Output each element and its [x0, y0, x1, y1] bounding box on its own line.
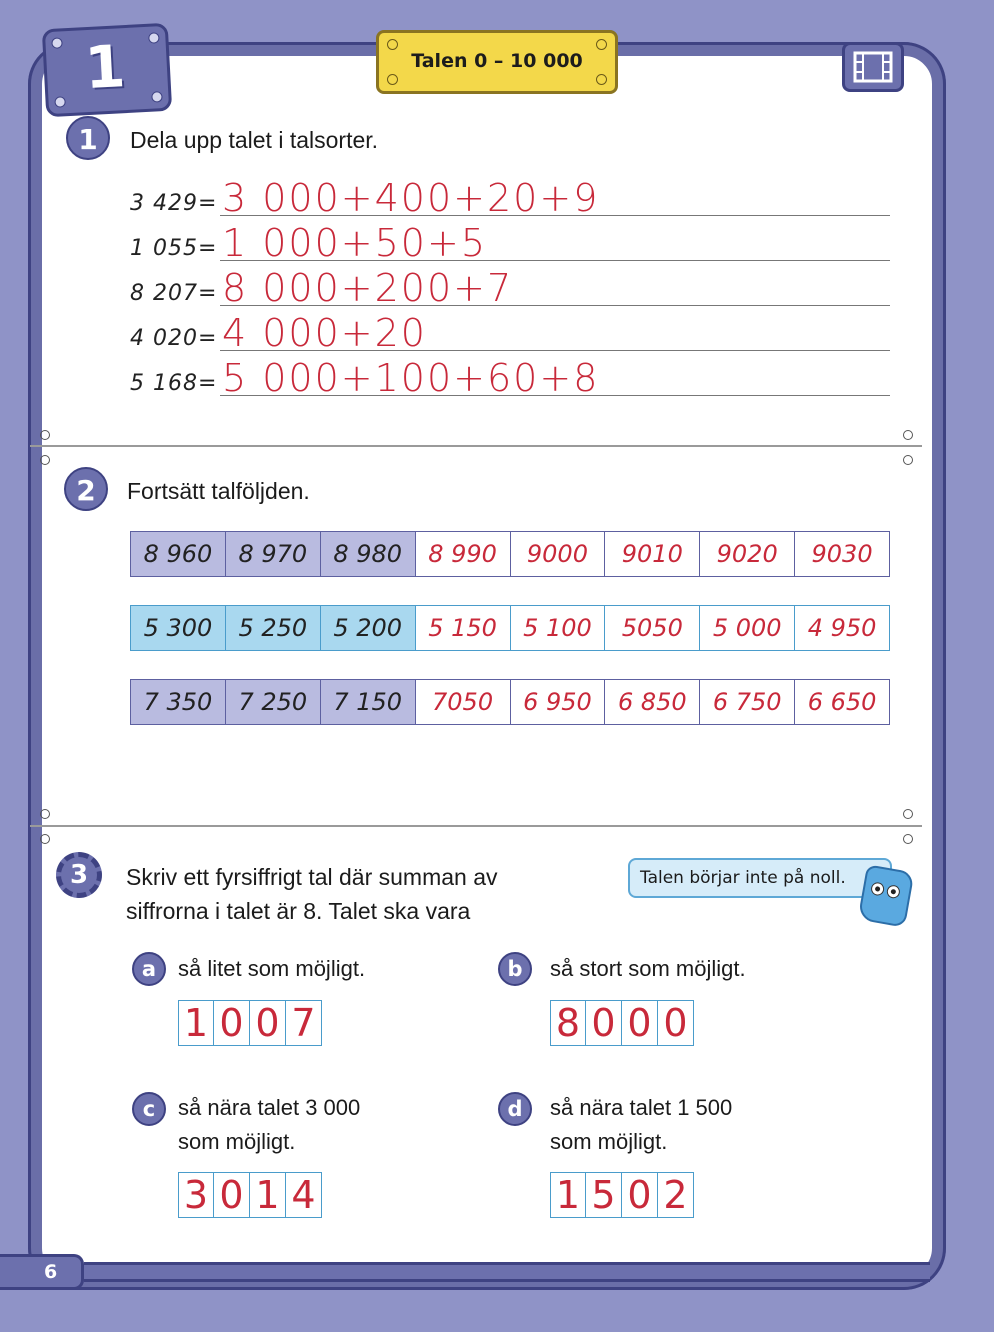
- bolt-icon: [151, 91, 163, 103]
- exercise-1-number: 1: [66, 116, 110, 160]
- sequence-given-cell: 5 300: [130, 605, 226, 651]
- digit-box[interactable]: 8: [550, 1000, 586, 1046]
- exercise-3-number: 3: [56, 852, 102, 898]
- bolt-icon: [51, 37, 63, 49]
- bolt-icon: [387, 39, 398, 50]
- chapter-title-plate: [376, 30, 618, 94]
- sequence-answer-cell[interactable]: 5050: [605, 605, 700, 651]
- sequence-answer-cell[interactable]: 6 750: [700, 679, 795, 725]
- bolt-icon: [596, 39, 607, 50]
- equation-row: [130, 223, 890, 263]
- screw-icon: [40, 455, 50, 465]
- sequence-answer-cell[interactable]: 8 990: [416, 531, 511, 577]
- digit-box[interactable]: 2: [658, 1172, 694, 1218]
- part-b-answer-boxes: [550, 1000, 694, 1046]
- sequence-answer-cell[interactable]: 5 000: [700, 605, 795, 651]
- part-d-text-line1: så nära talet 1 500: [550, 1095, 733, 1120]
- equation-answer[interactable]: 3 000+400+20+9: [222, 176, 600, 220]
- hint-bubble: Talen börjar inte på noll.: [628, 858, 892, 898]
- bottom-pipe: [84, 1262, 930, 1282]
- equation-number: 1 055=: [130, 236, 218, 261]
- page-number-tab: [0, 1254, 84, 1290]
- bolt-icon: [54, 96, 66, 108]
- exercise-3-instruction-line2: siffrorna i talet är 8. Talet ska vara: [126, 898, 471, 924]
- sequence-answer-cell[interactable]: 6 850: [605, 679, 700, 725]
- part-c-text-line2: som möjligt.: [178, 1129, 296, 1154]
- chapter-badge: [42, 23, 172, 117]
- equation-answer[interactable]: 1 000+50+5: [222, 221, 487, 265]
- equation-number: 5 168=: [130, 371, 218, 396]
- sequence-given-cell: 7 150: [321, 679, 416, 725]
- equation-answer[interactable]: 5 000+100+60+8: [222, 356, 600, 400]
- part-a-badge: a: [132, 952, 166, 986]
- digit-box[interactable]: 0: [658, 1000, 694, 1046]
- bolt-icon: [148, 32, 160, 44]
- film-icon[interactable]: [842, 42, 904, 92]
- screw-icon: [40, 430, 50, 440]
- exercise-3-instruction-line1: Skriv ett fyrsiffrigt tal där summan av: [126, 864, 498, 890]
- number-sequence: [130, 679, 890, 725]
- sequence-given-cell: 8 980: [321, 531, 416, 577]
- digit-box[interactable]: 1: [178, 1000, 214, 1046]
- equation-row: [130, 313, 890, 353]
- screw-icon: [903, 430, 913, 440]
- sequence-answer-cell[interactable]: 4 950: [795, 605, 890, 651]
- part-a-answer-boxes: [178, 1000, 322, 1046]
- chapter-number: 1: [83, 32, 127, 103]
- part-d-answer-boxes: [550, 1172, 694, 1218]
- sequence-answer-cell[interactable]: 6 950: [511, 679, 606, 725]
- part-c-text-line1: så nära talet 3 000: [178, 1095, 361, 1120]
- sequence-answer-cell[interactable]: 5 100: [511, 605, 606, 651]
- sequence-answer-cell[interactable]: 6 650: [795, 679, 890, 725]
- equation-number: 3 429=: [130, 191, 218, 216]
- equation-row: [130, 178, 890, 218]
- part-a-text: så litet som möjligt.: [178, 956, 366, 981]
- number-sequence: [130, 531, 890, 577]
- sequence-answer-cell[interactable]: 5 150: [416, 605, 511, 651]
- digit-box[interactable]: 0: [214, 1000, 250, 1046]
- digit-box[interactable]: 0: [622, 1000, 658, 1046]
- digit-box[interactable]: 5: [586, 1172, 622, 1218]
- bolt-icon: [387, 74, 398, 85]
- section-divider: [30, 825, 922, 827]
- mascot-eye-icon: [870, 881, 885, 896]
- screw-icon: [903, 455, 913, 465]
- equation-row: [130, 268, 890, 308]
- part-c-badge: c: [132, 1092, 166, 1126]
- sequence-answer-cell[interactable]: 7050: [416, 679, 511, 725]
- equation-row: [130, 358, 890, 398]
- part-d-badge: d: [498, 1092, 532, 1126]
- digit-box[interactable]: 0: [250, 1000, 286, 1046]
- digit-box[interactable]: 1: [550, 1172, 586, 1218]
- mascot-eye-icon: [886, 884, 901, 899]
- part-d-text-line2: som möjligt.: [550, 1129, 668, 1154]
- equation-answer[interactable]: 4 000+20: [222, 311, 427, 355]
- sequence-given-cell: 8 970: [226, 531, 321, 577]
- equation-answer[interactable]: 8 000+200+7: [222, 266, 514, 310]
- digit-box[interactable]: 4: [286, 1172, 322, 1218]
- digit-box[interactable]: 7: [286, 1000, 322, 1046]
- chapter-title: Talen 0 – 10 000: [411, 50, 583, 72]
- sequence-given-cell: 5 250: [226, 605, 321, 651]
- part-b-text: så stort som möjligt.: [550, 956, 746, 981]
- sequence-answer-cell[interactable]: 9020: [700, 531, 795, 577]
- bolt-icon: [596, 74, 607, 85]
- equation-number: 8 207=: [130, 281, 218, 306]
- digit-box[interactable]: 0: [622, 1172, 658, 1218]
- sequence-answer-cell[interactable]: 9000: [511, 531, 606, 577]
- digit-box[interactable]: 3: [178, 1172, 214, 1218]
- part-c-answer-boxes: [178, 1172, 322, 1218]
- part-b-badge: b: [498, 952, 532, 986]
- equation-number: 4 020=: [130, 326, 218, 351]
- screw-icon: [40, 809, 50, 819]
- digit-box[interactable]: 0: [214, 1172, 250, 1218]
- film-strip-icon: [845, 45, 901, 89]
- sequence-given-cell: 8 960: [130, 531, 226, 577]
- sequence-answer-cell[interactable]: 9010: [605, 531, 700, 577]
- exercise-2-number: 2: [64, 467, 108, 511]
- exercise-1-instruction: Dela upp talet i talsorter.: [130, 127, 379, 153]
- sequence-given-cell: 5 200: [321, 605, 416, 651]
- digit-box[interactable]: 0: [586, 1000, 622, 1046]
- mascot-icon: [858, 864, 915, 927]
- screw-icon: [40, 834, 50, 844]
- sequence-given-cell: 7 250: [226, 679, 321, 725]
- screw-icon: [903, 809, 913, 819]
- number-sequence: [130, 605, 890, 651]
- page-number: 6: [44, 1261, 58, 1283]
- sequence-given-cell: 7 350: [130, 679, 226, 725]
- sequence-answer-cell[interactable]: 9030: [795, 531, 890, 577]
- screw-icon: [903, 834, 913, 844]
- exercise-2-instruction: Fortsätt talföljden.: [127, 478, 310, 504]
- digit-box[interactable]: 1: [250, 1172, 286, 1218]
- section-divider: [30, 445, 922, 447]
